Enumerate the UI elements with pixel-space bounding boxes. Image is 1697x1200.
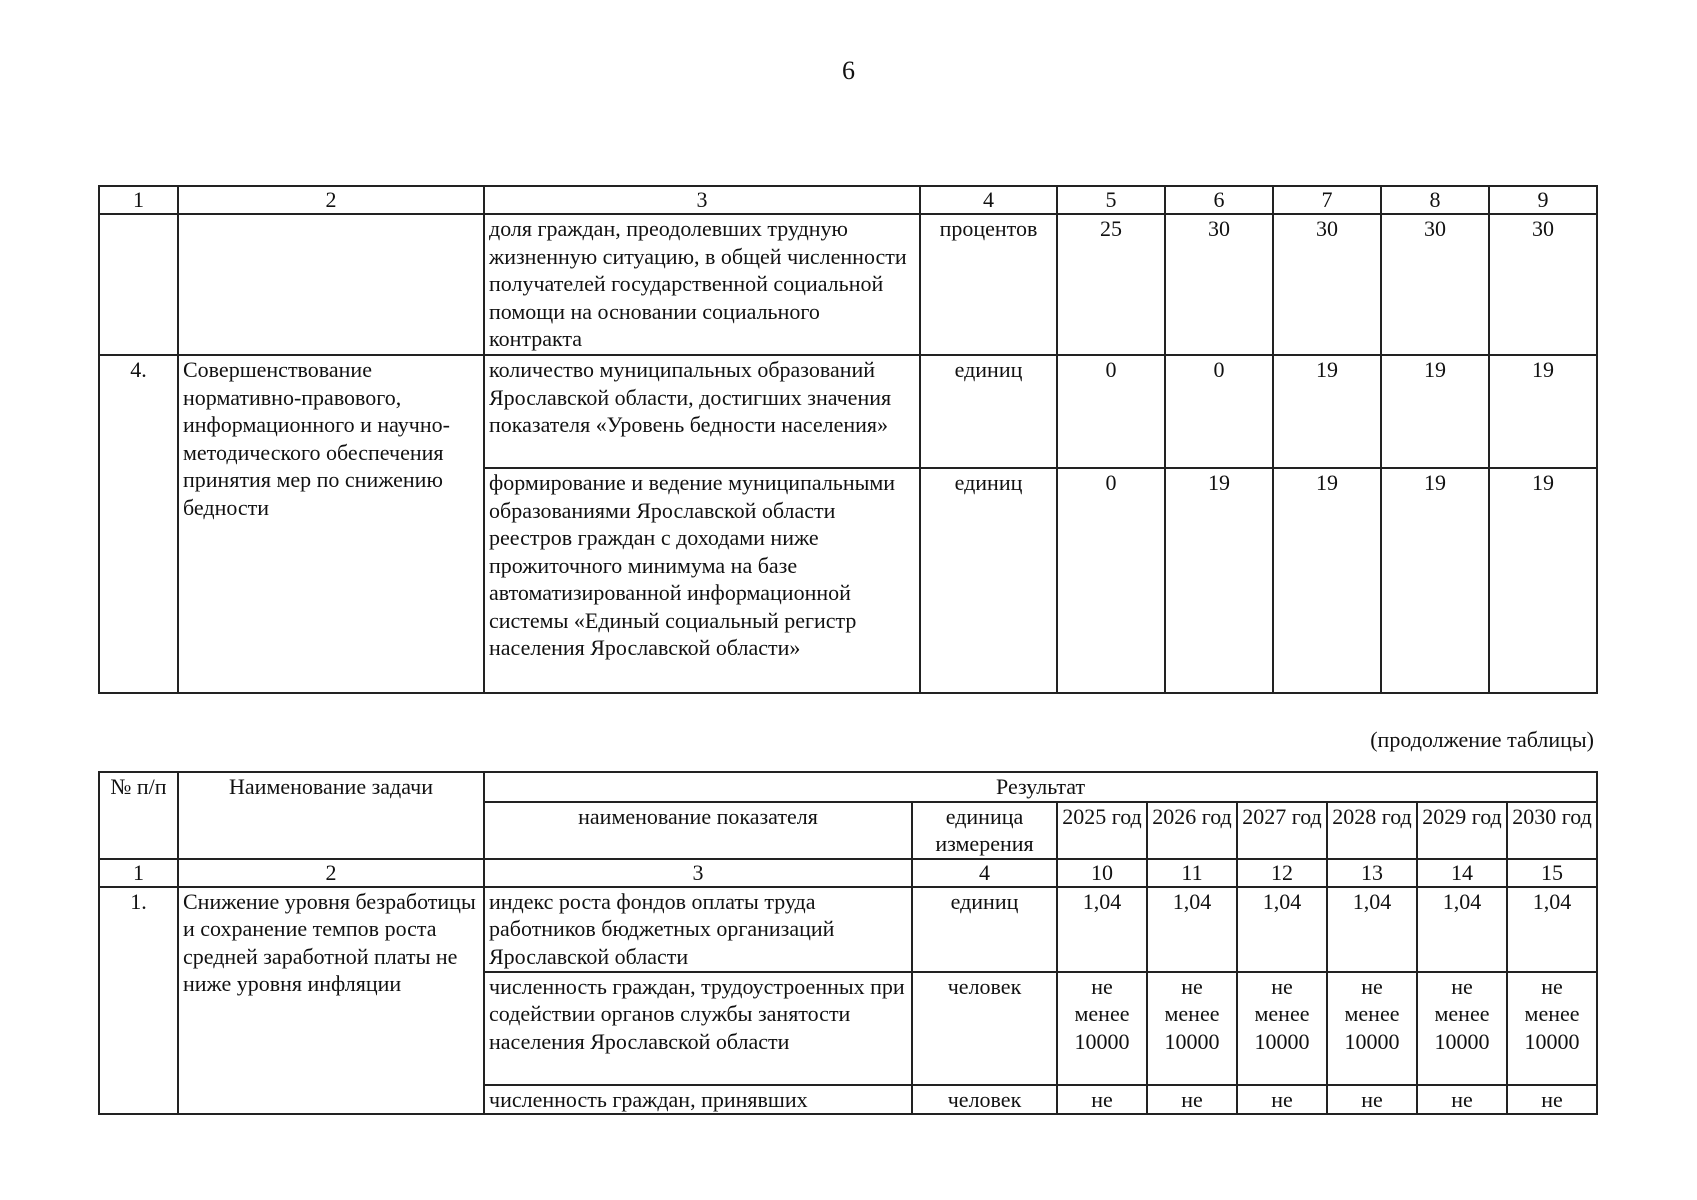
col-number: 5 (1057, 186, 1165, 214)
value-cell: не менее 10000 (1507, 972, 1597, 1085)
header-year: 2025 год (1057, 802, 1147, 859)
value-cell: 19 (1381, 355, 1489, 468)
value-cell: не (1417, 1085, 1507, 1115)
value-cell: не (1507, 1085, 1597, 1115)
value-cell: 30 (1273, 214, 1381, 355)
col-number: 2 (178, 186, 484, 214)
value-cell: 19 (1273, 468, 1381, 693)
value-cell: 19 (1381, 468, 1489, 693)
value-cell: 19 (1489, 355, 1597, 468)
value-cell: 0 (1057, 468, 1165, 693)
col-number: 14 (1417, 859, 1507, 887)
value-cell: 1,04 (1507, 887, 1597, 972)
header-year: 2030 год (1507, 802, 1597, 859)
header-year: 2027 год (1237, 802, 1327, 859)
value-cell: не (1327, 1085, 1417, 1115)
row-number: 1. (99, 887, 178, 1115)
indicator-name: формирование и ведение муниципальными образованиями Ярославской области реестров граждан с доходами ниже прожиточного минимума на базе автоматизированной информационной системы «Единый социальный регистр населения Ярославской области» (484, 468, 920, 693)
col-number: 4 (912, 859, 1057, 887)
unit: процентов (920, 214, 1057, 355)
indicator-name: индекс роста фондов оплаты труда работников бюджетных организаций Ярославской области (484, 887, 912, 972)
col-number: 9 (1489, 186, 1597, 214)
unit: единиц (920, 355, 1057, 468)
value-cell: не (1057, 1085, 1147, 1115)
unit: человек (912, 972, 1057, 1085)
indicators-table-top (98, 185, 1598, 694)
column-numbers-row (99, 859, 1597, 887)
indicator-name: доля граждан, преодолевших трудную жизненную ситуацию, в общей численности получателей государственной социальной помощи на основании социального контракта (484, 214, 920, 355)
table-row (99, 355, 1597, 468)
col-number: 10 (1057, 859, 1147, 887)
value-cell: 1,04 (1417, 887, 1507, 972)
col-number: 13 (1327, 859, 1417, 887)
task-name: Совершенствование нормативно-правового, информационного и научно-методического обеспечения принятия мер по снижению бедности (178, 355, 484, 693)
task-name: Снижение уровня безработицы и сохранение темпов роста средней заработной платы не ниже уровня инфляции (178, 887, 484, 1115)
value-cell: 1,04 (1327, 887, 1417, 972)
indicator-name: численность граждан, принявших (484, 1085, 912, 1115)
col-number: 11 (1147, 859, 1237, 887)
indicators-table-bottom (98, 771, 1598, 1115)
value-cell: 0 (1165, 355, 1273, 468)
page-number: 6 (842, 56, 855, 85)
table-row (99, 214, 1597, 355)
value-cell: не менее 10000 (1417, 972, 1507, 1085)
value-cell: не менее 10000 (1237, 972, 1327, 1085)
header-task: Наименование задачи (178, 772, 484, 859)
col-number: 1 (99, 186, 178, 214)
header-year: 2028 год (1327, 802, 1417, 859)
header-year: 2026 год (1147, 802, 1237, 859)
value-cell: 1,04 (1147, 887, 1237, 972)
header-num: № п/п (99, 772, 178, 859)
value-cell: 30 (1489, 214, 1597, 355)
value-cell: не менее 10000 (1327, 972, 1417, 1085)
value-cell: не менее 10000 (1147, 972, 1237, 1085)
indicator-name: численность граждан, трудоустроенных при содействии органов службы занятости населения Ярославской области (484, 972, 912, 1085)
continuation-label: (продолжение таблицы) (1370, 727, 1594, 752)
value-cell: 30 (1381, 214, 1489, 355)
task-name (178, 214, 484, 355)
col-number: 2 (178, 859, 484, 887)
value-cell: 0 (1057, 355, 1165, 468)
value-cell: 1,04 (1237, 887, 1327, 972)
value-cell: 19 (1489, 468, 1597, 693)
col-number: 8 (1381, 186, 1489, 214)
col-number: 15 (1507, 859, 1597, 887)
unit: единиц (920, 468, 1057, 693)
row-number: 4. (99, 355, 178, 693)
col-number: 7 (1273, 186, 1381, 214)
value-cell: 19 (1273, 355, 1381, 468)
header-indicator-name: наименование показателя (484, 802, 912, 859)
table-row (99, 887, 1597, 972)
value-cell: не менее 10000 (1057, 972, 1147, 1085)
col-number: 3 (484, 859, 912, 887)
value-cell: не (1237, 1085, 1327, 1115)
value-cell: 1,04 (1057, 887, 1147, 972)
header-year: 2029 год (1417, 802, 1507, 859)
value-cell: 19 (1165, 468, 1273, 693)
header-result: Результат (484, 772, 1597, 802)
unit: человек (912, 1085, 1057, 1115)
header-unit: единица измерения (912, 802, 1057, 859)
col-number: 6 (1165, 186, 1273, 214)
col-number: 3 (484, 186, 920, 214)
value-cell: 30 (1165, 214, 1273, 355)
col-number: 12 (1237, 859, 1327, 887)
col-number: 1 (99, 859, 178, 887)
row-number (99, 214, 178, 355)
indicator-name: количество муниципальных образований Ярославской области, достигших значения показателя «Уровень бедности населения» (484, 355, 920, 468)
col-number: 4 (920, 186, 1057, 214)
column-numbers-row (99, 186, 1597, 214)
header-row (99, 772, 1597, 802)
value-cell: не (1147, 1085, 1237, 1115)
unit: единиц (912, 887, 1057, 972)
value-cell: 25 (1057, 214, 1165, 355)
